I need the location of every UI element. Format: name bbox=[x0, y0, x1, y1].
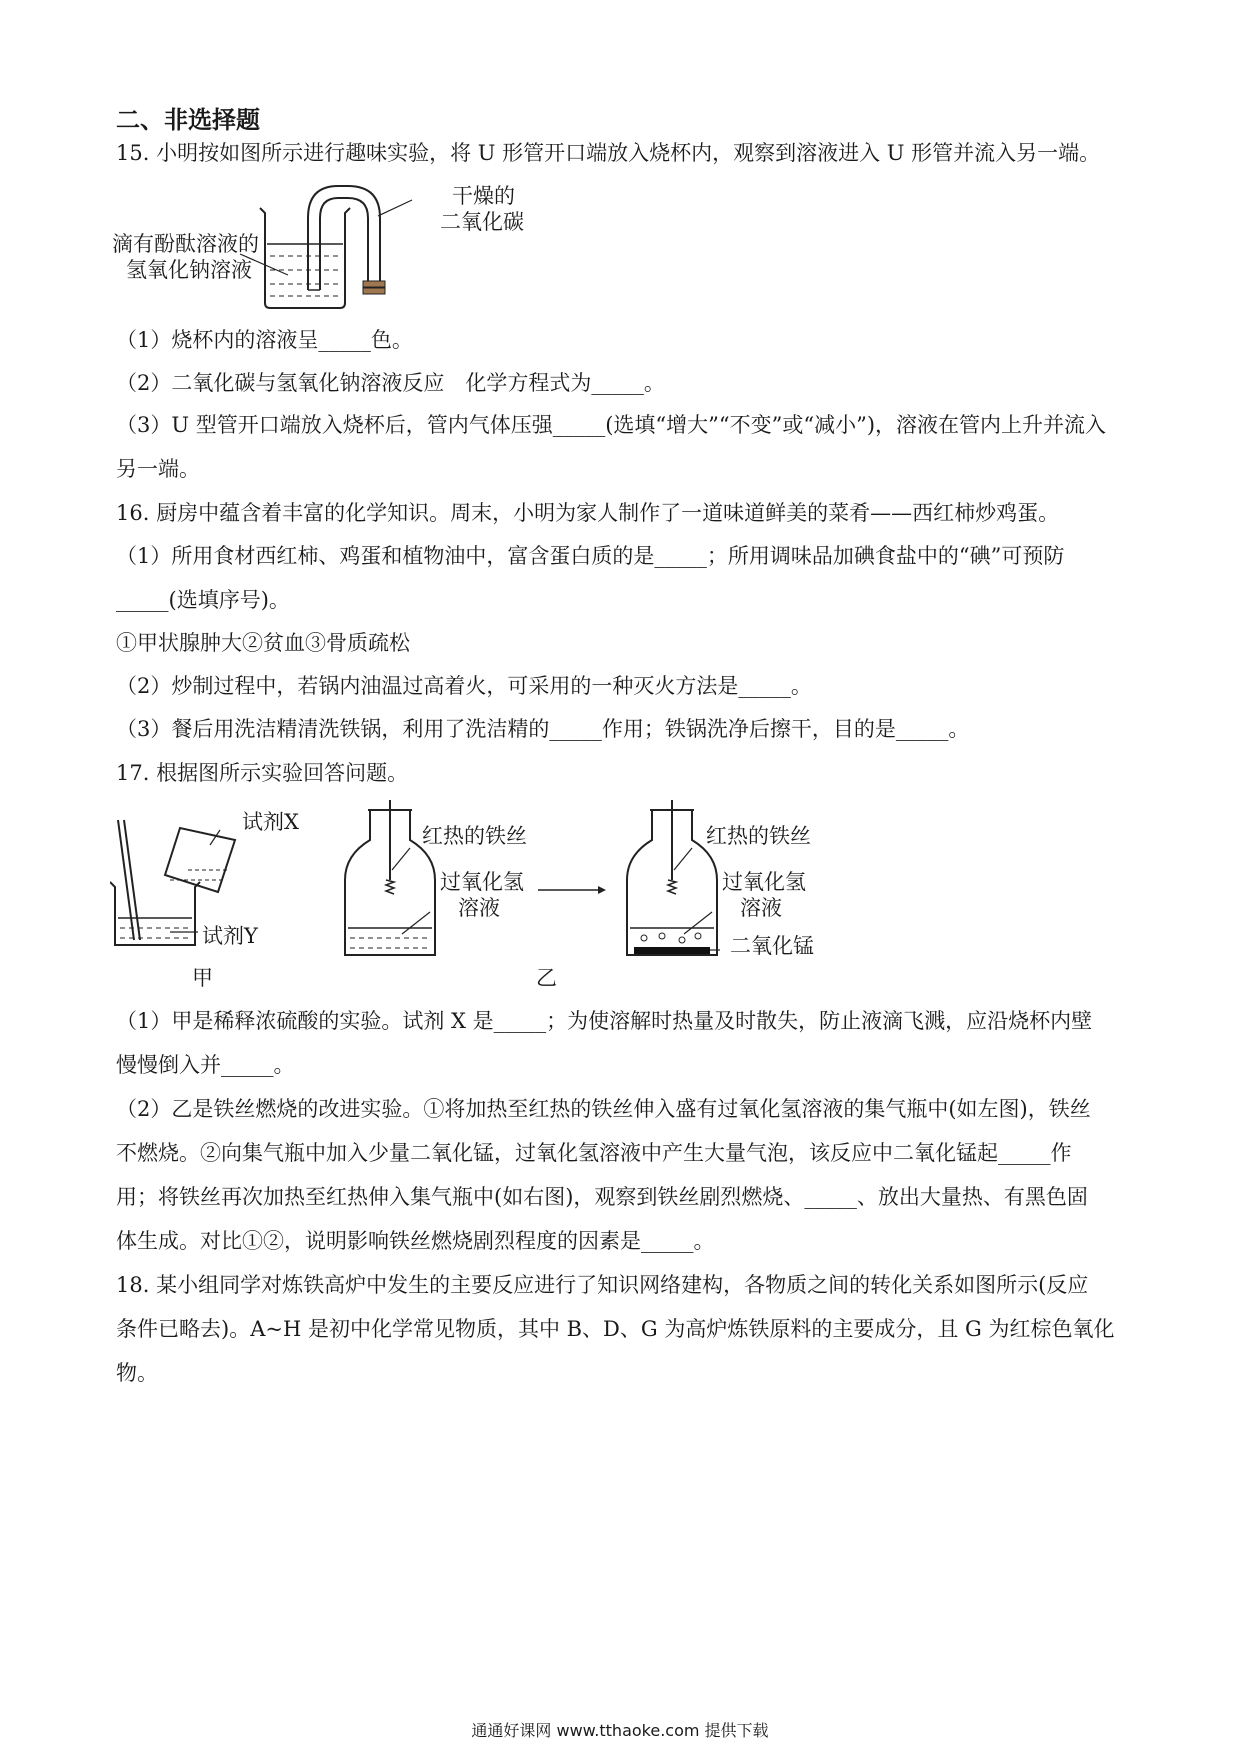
q17-part2-line1: （2）乙是铁丝燃烧的改进实验。①将加热至红热的铁丝伸入盛有过氧化氢溶液的集气瓶中(如左图)，铁丝 bbox=[116, 1097, 1091, 1121]
q15-label-dry-1: 干燥的 bbox=[452, 184, 515, 208]
q16-stem: 16. 厨房中蕴含着丰富的化学知识。周末，小明为家人制作了一道味道鲜美的菜肴——西红柿炒鸡蛋。 bbox=[116, 501, 1060, 525]
q17-label-h2o2-2b: 溶液 bbox=[740, 896, 782, 920]
q17-label-mno2: 二氧化锰 bbox=[730, 934, 814, 958]
q15-label-solution-2: 氢氧化钠溶液 bbox=[126, 258, 252, 282]
q17-arrow bbox=[538, 880, 608, 900]
q15-part3-line1: （3）U 型管开口端放入烧杯后，管内气体压强_____(选填“增大”“不变”或“减小”)，溶液在管内上升并流入 bbox=[116, 413, 1107, 437]
q17-label-h2o2-2a: 过氧化氢 bbox=[722, 870, 806, 894]
q17-label-reagent-y: 试剂Y bbox=[202, 924, 258, 948]
footer-source: 通通好课网 www.tthaoke.com 提供下载 bbox=[471, 1721, 769, 1740]
q17-label-h2o2-1a: 过氧化氢 bbox=[440, 870, 524, 894]
q17-part1-line2: 慢慢倒入并_____。 bbox=[116, 1053, 295, 1077]
q16-part1-line2: _____(选填序号)。 bbox=[116, 588, 290, 612]
q17-part1-line1: （1）甲是稀释浓硫酸的实验。试剂 X 是_____；为使溶解时热量及时散失，防止液滴飞溅，应沿烧杯内壁 bbox=[116, 1009, 1093, 1033]
q17-label-yi: 乙 bbox=[536, 966, 557, 990]
q17-label-jia: 甲 bbox=[192, 966, 213, 990]
q16-part3: （3）餐后用洗洁精清洗铁锅，利用了洗洁精的_____作用；铁锅洗净后擦干，目的是_____。 bbox=[116, 717, 970, 741]
q15-part2: （2）二氧化碳与氢氧化钠溶液反应 化学方程式为_____。 bbox=[116, 371, 665, 395]
q17-stem: 17. 根据图所示实验回答问题。 bbox=[116, 761, 409, 785]
q18-stem-line1: 18. 某小组同学对炼铁高炉中发生的主要反应进行了知识网络建构，各物质之间的转化关系如图所示(反应 bbox=[116, 1273, 1089, 1297]
q16-part2: （2）炒制过程中，若锅内油温过高着火，可采用的一种灭火方法是_____。 bbox=[116, 674, 812, 698]
q17-label-hot-wire-2: 红热的铁丝 bbox=[706, 824, 811, 848]
q15-part1: （1）烧杯内的溶液呈_____色。 bbox=[116, 328, 413, 352]
q15-label-solution-1: 滴有酚酞溶液的 bbox=[112, 232, 259, 256]
q17-label-reagent-x: 试剂X bbox=[242, 810, 299, 834]
q15-stem: 15. 小明按如图所示进行趣味实验，将 U 形管开口端放入烧杯内，观察到溶液进入 U 形管并流入另一端。 bbox=[116, 141, 1101, 165]
q15-part3-line2: 另一端。 bbox=[116, 457, 200, 481]
q18-stem-line2: 条件已略去)。A~H 是初中化学常见物质，其中 B、D、G 为高炉炼铁原料的主要成分，且 G 为红棕色氧化 bbox=[116, 1317, 1115, 1341]
q17-label-h2o2-1b: 溶液 bbox=[458, 896, 500, 920]
q17-part2-line4: 体生成。对比①②，说明影响铁丝燃烧剧烈程度的因素是_____。 bbox=[116, 1229, 715, 1253]
q18-stem-line3: 物。 bbox=[116, 1361, 158, 1385]
q17-part2-line2: 不燃烧。②向集气瓶中加入少量二氧化锰，过氧化氢溶液中产生大量气泡，该反应中二氧化锰起_____作 bbox=[116, 1141, 1072, 1165]
q15-label-dry-2: 二氧化碳 bbox=[440, 210, 524, 234]
q16-options: ①甲状腺肿大②贫血③骨质疏松 bbox=[116, 631, 410, 655]
section-title: 二、非选择题 bbox=[116, 106, 260, 134]
q16-part1-line1: （1）所用食材西红柿、鸡蛋和植物油中，富含蛋白质的是_____；所用调味品加碘食盐中的“碘”可预防 bbox=[116, 544, 1065, 568]
q17-label-hot-wire-1: 红热的铁丝 bbox=[422, 824, 527, 848]
q17-part2-line3: 用；将铁丝再次加热至红热伸入集气瓶中(如右图)，观察到铁丝剧烈燃烧、_____、放出大量热、有黑色固 bbox=[116, 1185, 1088, 1209]
